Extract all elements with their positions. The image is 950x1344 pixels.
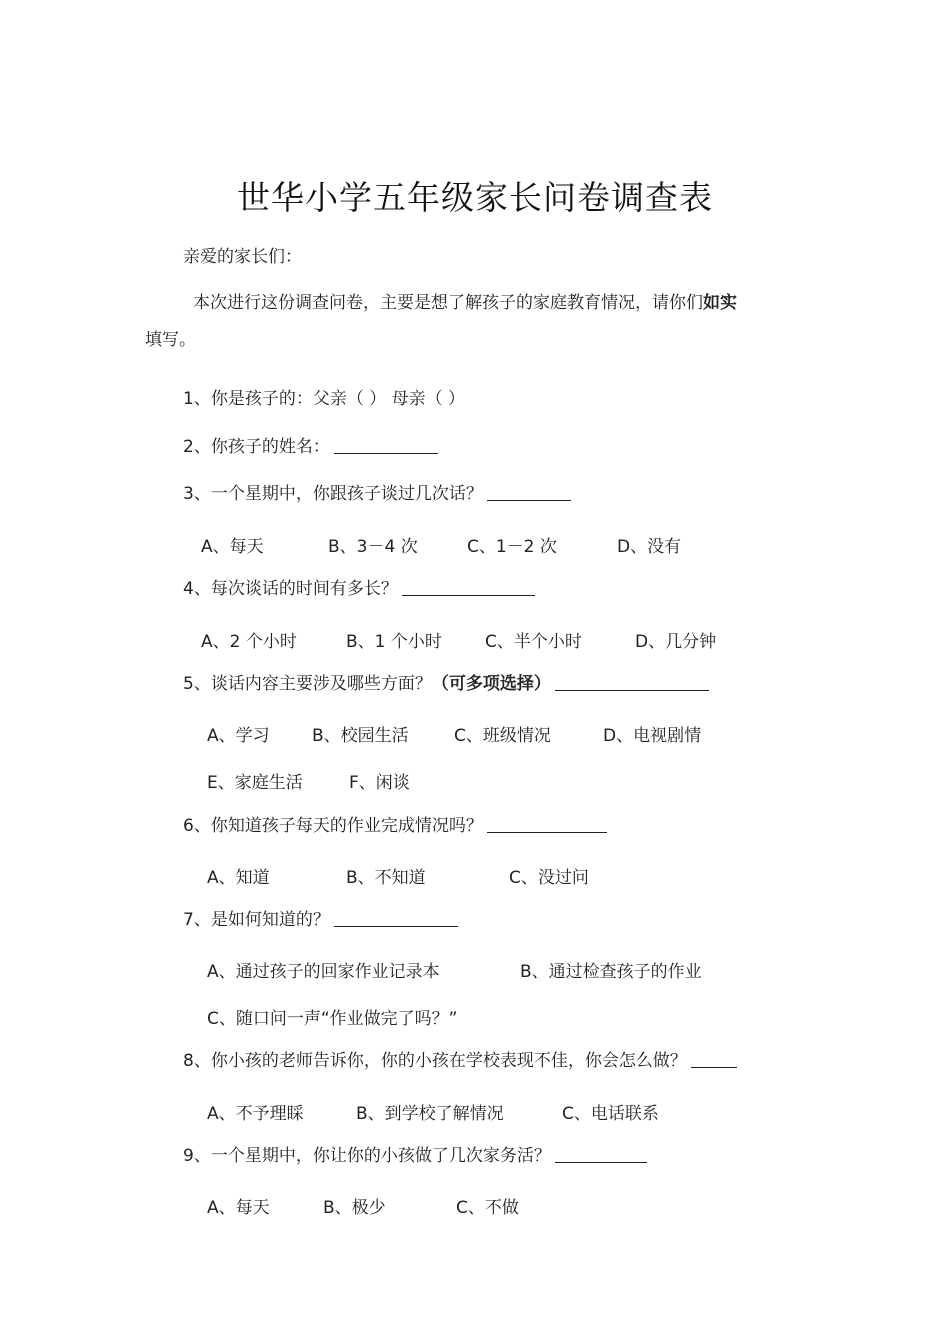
question-4-text: 4、每次谈话的时间有多长？ — [183, 579, 398, 599]
question-6 — [183, 811, 607, 841]
question-3-text: 3、一个星期中，你跟孩子谈过几次话？ — [183, 484, 483, 504]
option-3d[interactable]: D、没有 — [617, 537, 682, 557]
question-7 — [183, 905, 458, 935]
question-4 — [183, 574, 535, 604]
question-1-text: 1、你是孩子的：父亲（ ） 母亲（ ） — [183, 389, 466, 409]
document-title: 世华小学五年级家长问卷调查表 — [237, 178, 713, 217]
option-6c[interactable]: C、没过问 — [509, 868, 589, 888]
option-8a[interactable]: A、不予理睬 — [207, 1104, 304, 1124]
question-6-text: 6、你知道孩子每天的作业完成情况吗？ — [183, 816, 483, 836]
answer-blank-7[interactable] — [334, 908, 458, 927]
option-5d[interactable]: D、电视剧情 — [603, 726, 702, 746]
question-9 — [183, 1141, 647, 1171]
answer-blank-2[interactable] — [334, 435, 438, 454]
option-4b[interactable]: B、1 个小时 — [346, 632, 442, 652]
question-2 — [183, 432, 438, 462]
option-9c[interactable]: C、不做 — [456, 1198, 519, 1218]
option-6a[interactable]: A、知道 — [207, 868, 270, 888]
option-5f[interactable]: F、闲谈 — [349, 773, 410, 793]
option-7b[interactable]: B、通过检查孩子的作业 — [520, 962, 702, 982]
option-3b[interactable]: B、3－4 次 — [328, 537, 418, 557]
greeting: 亲爱的家长们： — [183, 247, 302, 267]
option-7c[interactable]: C、随口问一声“作业做完了吗？” — [207, 1009, 458, 1029]
option-9b[interactable]: B、极少 — [323, 1198, 386, 1218]
intro-line-2: 填写。 — [145, 330, 196, 350]
option-4a[interactable]: A、2 个小时 — [201, 632, 297, 652]
question-3 — [183, 479, 571, 509]
option-9a[interactable]: A、每天 — [207, 1198, 270, 1218]
question-1 — [183, 384, 465, 414]
question-8 — [183, 1046, 737, 1076]
option-5a[interactable]: A、学习 — [207, 726, 270, 746]
question-2-text: 2、你孩子的姓名： — [183, 437, 330, 457]
option-8c[interactable]: C、电话联系 — [562, 1104, 659, 1124]
option-4d[interactable]: D、几分钟 — [635, 632, 717, 652]
option-7a[interactable]: A、通过孩子的回家作业记录本 — [207, 962, 440, 982]
option-3a[interactable]: A、每天 — [201, 537, 264, 557]
answer-blank-3[interactable] — [487, 482, 571, 501]
question-8-text: 8、你小孩的老师告诉你，你的小孩在学校表现不佳，你会怎么做？ — [183, 1051, 687, 1071]
intro-text: 本次进行这份调查问卷，主要是想了解孩子的家庭教育情况，请你们 — [193, 293, 703, 313]
intro-bold-text: 如实 — [703, 293, 737, 313]
question-5-bold-note: （可多项选择） — [431, 674, 551, 694]
question-9-text: 9、一个星期中，你让你的小孩做了几次家务活？ — [183, 1146, 551, 1166]
option-3c[interactable]: C、1－2 次 — [467, 537, 557, 557]
intro-line-1 — [193, 288, 737, 318]
answer-blank-9[interactable] — [555, 1144, 647, 1163]
question-7-text: 7、是如何知道的？ — [183, 910, 330, 930]
question-5-text: 5、谈话内容主要涉及哪些方面？ — [183, 674, 432, 694]
option-5b[interactable]: B、校园生活 — [312, 726, 409, 746]
answer-blank-8[interactable] — [691, 1049, 737, 1068]
option-8b[interactable]: B、到学校了解情况 — [356, 1104, 504, 1124]
option-5c[interactable]: C、班级情况 — [454, 726, 551, 746]
answer-blank-4[interactable] — [402, 577, 535, 596]
question-5 — [183, 669, 709, 699]
answer-blank-5[interactable] — [555, 672, 709, 691]
option-4c[interactable]: C、半个小时 — [485, 632, 582, 652]
option-6b[interactable]: B、不知道 — [346, 868, 426, 888]
option-5e[interactable]: E、家庭生活 — [207, 773, 303, 793]
answer-blank-6[interactable] — [487, 814, 607, 833]
